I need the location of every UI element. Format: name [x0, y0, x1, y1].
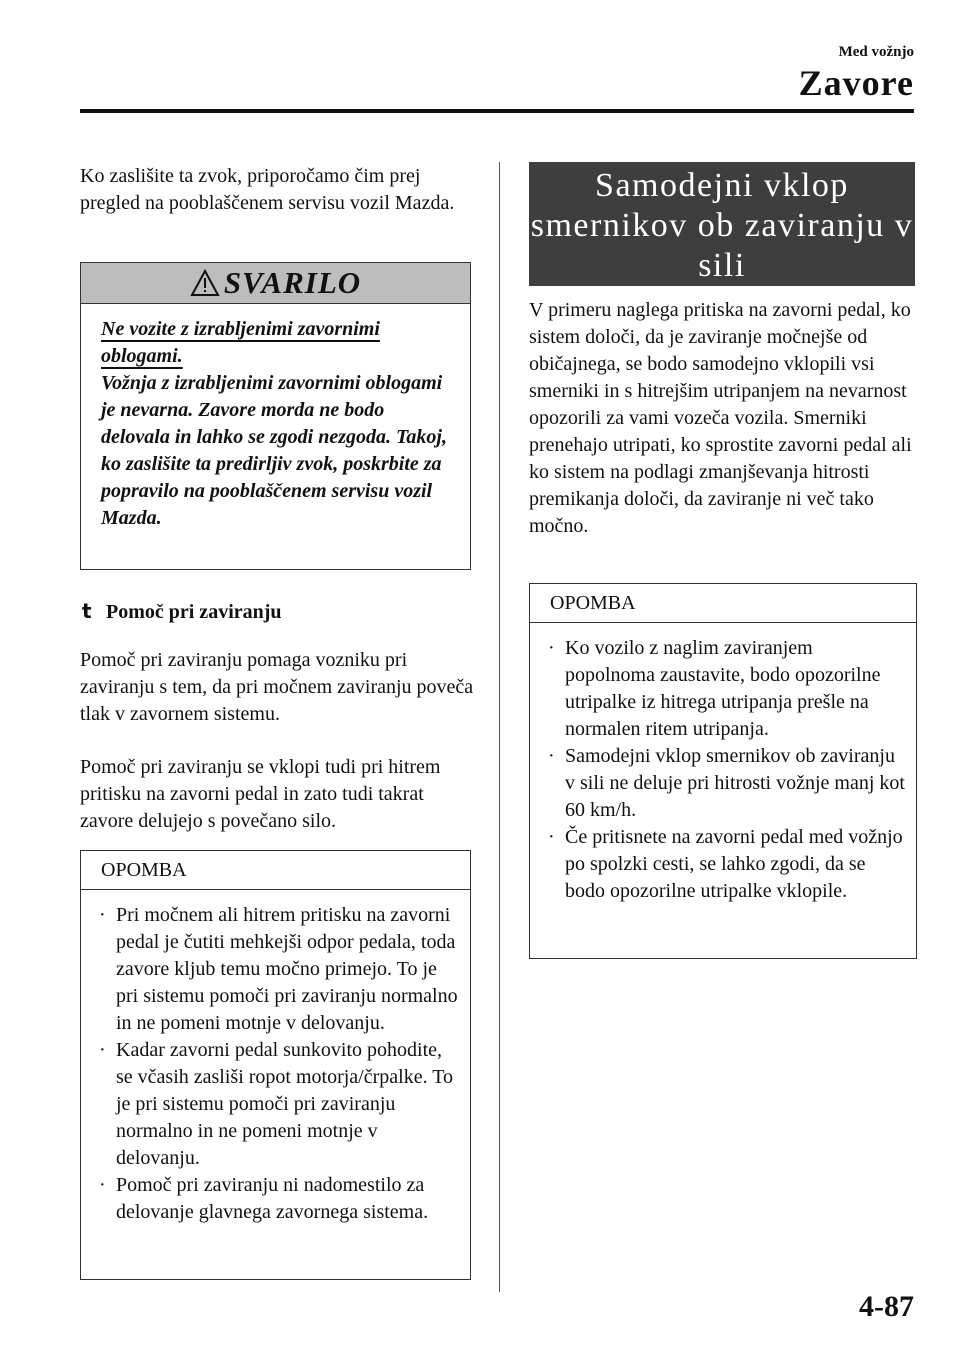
section-banner: Samodejni vklop smernikov ob zaviranju v sili — [529, 162, 915, 286]
list-item-text: Kadar zavorni pedal sunkovito pohodite, se včasih zasliši ropot motorja/črpalke. To je pri sistemu pomoči pri zaviranju normalno in ne pomeni motnje v delovanju. — [116, 1039, 454, 1169]
brake-assist-paragraph-1: Pomoč pri zaviranju pomaga vozniku pri zaviranju s tem, da pri močnem zaviranju poveča tlak v zavornem sistemu. — [80, 649, 474, 725]
bullet-icon: · — [99, 1174, 106, 1196]
list-item — [97, 902, 460, 1037]
list-item-text: Samodejni vklop smernikov ob zaviranju v sili ne deluje pri hitrosti vožnje manj kot 60 km/h. — [565, 745, 905, 821]
note-title: OPOMBA — [530, 584, 916, 623]
list-item — [546, 743, 906, 824]
warning-header — [81, 263, 470, 304]
page-number: 4-87 — [859, 1290, 914, 1323]
intro-paragraph: Ko zaslišite ta zvok, priporočamo čim prej pregled na pooblaščenem servisu vozil Mazda. — [80, 165, 455, 214]
header-rule — [80, 109, 914, 113]
list-item-text: Pomoč pri zaviranju ni nadomestilo za delovanje glavnega zavornega sistema. — [116, 1174, 429, 1223]
note-box-right — [529, 583, 917, 959]
warning-box — [80, 262, 471, 570]
page-title: Zavore — [798, 63, 914, 103]
bullet-icon: · — [99, 1039, 106, 1061]
list-item-text: Pri močnem ali hitrem pritisku na zavorni pedal je čutiti mehkejši odpor pedala, toda zavore kljub temu močno primejo. To je pri sistemu pomoči pri zaviranju normalno in ne pomeni motnje v delovanju. — [116, 904, 458, 1034]
warning-body — [81, 304, 470, 532]
note-box-left — [80, 850, 471, 1280]
bullet-icon: · — [548, 745, 555, 767]
bullet-icon: · — [548, 637, 555, 659]
brake-assist-paragraph-2: Pomoč pri zaviranju se vklopi tudi pri hitrem pritisku na zavorni pedal in zato tudi takrat zavore delujejo s povečano silo. — [80, 756, 441, 832]
emergency-signal-paragraph: V primeru naglega pritiska na zavorni pedal, ko sistem določi, da je zaviranje močnejše od običajnega, se bodo samodejno vklopili vsi smerniki in s hitrejšim utripanjem na nevarnost opozorili za vami vozeča vozila. Smerniki prenehajo utripati, ko sprostite zavorni pedal ali ko sistem na podlagi zmanjševanja hitrosti premikanja določi, da zaviranje ni več tako močno. — [529, 299, 912, 537]
section-heading — [82, 599, 282, 624]
header-section-label: Med vožnjo — [838, 44, 914, 60]
section-marker-icon: t — [82, 599, 92, 623]
note-list — [530, 623, 916, 905]
section-title: Pomoč pri zaviranju — [106, 601, 282, 623]
warning-title: SVARILO — [223, 265, 362, 300]
list-item — [97, 1037, 460, 1172]
note-list — [81, 890, 470, 1226]
bullet-icon: · — [99, 904, 106, 926]
list-item — [546, 824, 906, 905]
list-item-text: Ko vozilo z naglim zaviranjem popolnoma zaustavite, bodo opozorilne utripalke iz hitrega utripanja prešle na normalen ritem utripanja. — [565, 637, 881, 740]
list-item — [546, 635, 906, 743]
warning-triangle-icon — [190, 269, 220, 297]
list-item — [97, 1172, 460, 1226]
bullet-icon: · — [548, 826, 555, 848]
warning-lead: Ne vozite z izrabljenimi zavornimi oblogami. — [101, 318, 380, 367]
note-title: OPOMBA — [81, 851, 470, 890]
list-item-text: Če pritisnete na zavorni pedal med vožnjo po spolzki cesti, se lahko zgodi, da se bodo opozorilne utripalke vklopile. — [565, 826, 903, 902]
warning-text: Vožnja z izrabljenimi zavornimi oblogami je nevarna. Zavore morda ne bodo delovala in lahko se zgodi nezgoda. Takoj, ko zaslišite ta predirljiv zvok, poskrbite za popravilo na pooblaščenem servisu vozil Mazda. — [101, 372, 447, 529]
column-divider — [499, 162, 500, 1292]
